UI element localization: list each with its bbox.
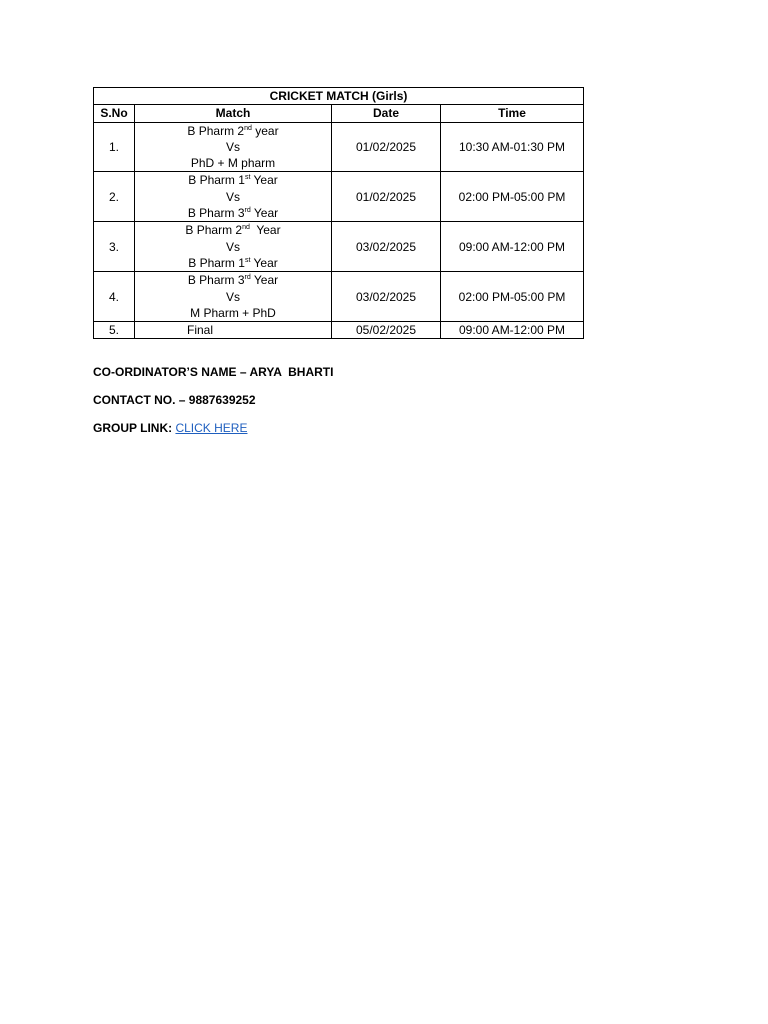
coordinator-name: CO-ORDINATOR’S NAME – ARYA BHARTI [93, 365, 334, 379]
header-match: Match [135, 105, 332, 122]
row-date: 05/02/2025 [332, 322, 441, 339]
row-sno: 4. [94, 272, 135, 322]
cricket-schedule-table [93, 87, 584, 339]
row-match [135, 172, 332, 222]
row-date: 03/02/2025 [332, 272, 441, 322]
table-title: CRICKET MATCH (Girls) [94, 88, 584, 105]
row-time: 02:00 PM-05:00 PM [441, 172, 584, 222]
table-row [94, 122, 584, 172]
row-time: 09:00 AM-12:00 PM [441, 222, 584, 272]
row-match [135, 122, 332, 172]
header-sno: S.No [94, 105, 135, 122]
row-match [135, 322, 332, 339]
team-two: PhD + M pharm [190, 156, 276, 171]
header-date: Date [332, 105, 441, 122]
table-row [94, 222, 584, 272]
row-sno: 5. [94, 322, 135, 339]
row-sno: 3. [94, 222, 135, 272]
team-one: B Pharm 2nd year [187, 123, 279, 138]
group-link-label: GROUP LINK: [93, 421, 176, 435]
table-row [94, 272, 584, 322]
table-header-row [94, 105, 584, 122]
row-time: 02:00 PM-05:00 PM [441, 272, 584, 322]
versus-label: Vs [225, 239, 240, 254]
row-match [135, 222, 332, 272]
row-date: 03/02/2025 [332, 222, 441, 272]
group-link[interactable]: CLICK HERE [175, 421, 248, 435]
row-date: 01/02/2025 [332, 172, 441, 222]
versus-label: Vs [225, 289, 240, 304]
team-one: B Pharm 1st Year [188, 173, 278, 188]
team-two: B Pharm 3rd Year [187, 206, 279, 221]
team-two: B Pharm 1st Year [188, 255, 278, 270]
row-time: 09:00 AM-12:00 PM [441, 322, 584, 339]
contact-number: CONTACT NO. – 9887639252 [93, 393, 256, 407]
final-label: Final [186, 323, 213, 338]
row-date: 01/02/2025 [332, 122, 441, 172]
table-row-final [94, 322, 584, 339]
row-sno: 1. [94, 122, 135, 172]
row-sno: 2. [94, 172, 135, 222]
table-row [94, 172, 584, 222]
header-time: Time [441, 105, 584, 122]
team-one: B Pharm 2nd Year [185, 223, 281, 238]
row-time: 10:30 AM-01:30 PM [441, 122, 584, 172]
team-two: M Pharm + PhD [190, 305, 276, 320]
versus-label: Vs [225, 189, 240, 204]
team-one: B Pharm 3rd Year [187, 273, 279, 288]
row-match [135, 272, 332, 322]
group-link-line [93, 421, 247, 435]
versus-label: Vs [225, 139, 240, 154]
